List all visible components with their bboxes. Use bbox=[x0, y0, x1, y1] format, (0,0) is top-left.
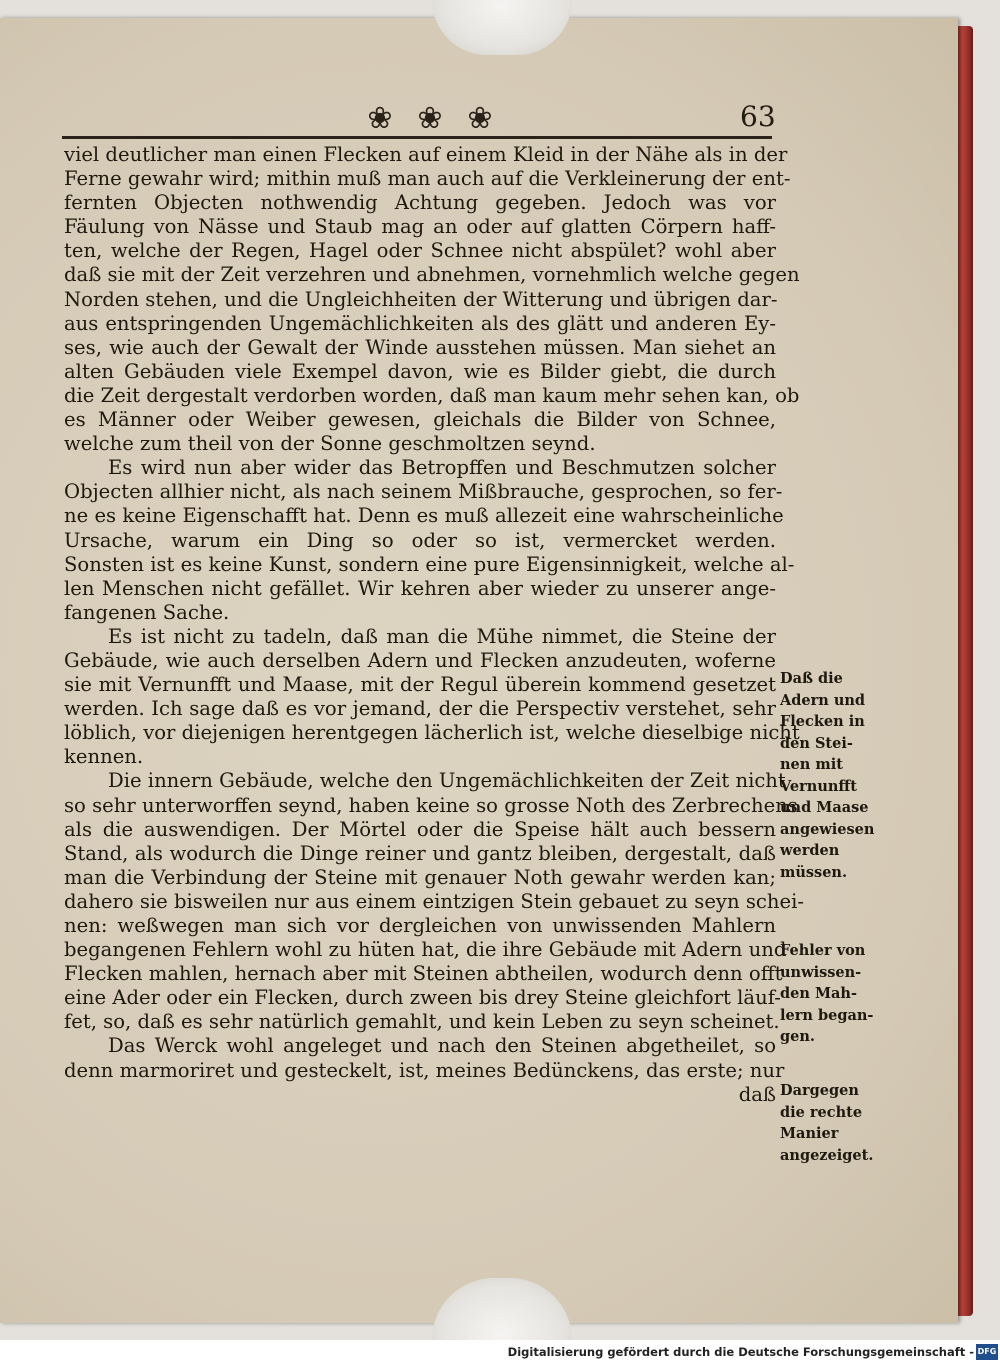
text-line: Die innern Gebäude, welche den Ungemächlichkeiten der Zeit nicht bbox=[108, 769, 786, 793]
margin-note-line: lern began- bbox=[780, 1006, 874, 1024]
margin-note-line: Dargegen bbox=[780, 1082, 859, 1099]
header-ornaments bbox=[360, 102, 500, 136]
margin-note-line: Vernunfft bbox=[780, 777, 858, 795]
text-line: welche zum theil von der Sonne geschmoltzen seynd. bbox=[64, 432, 596, 456]
text-line: werden. Ich sage daß es vor jemand, der die Perspectiv verstehet, sehr bbox=[64, 697, 776, 721]
margin-note-line: und Maase bbox=[780, 799, 869, 816]
margin-note-adern bbox=[780, 668, 880, 883]
text-line: Das Werck wohl angeleget und nach den Steinen abgetheilet, so bbox=[108, 1034, 776, 1058]
text-line: dahero sie bisweilen nur aus einem eintzigen Stein gebauet zu seyn schei- bbox=[64, 889, 804, 913]
text-line: löblich, vor diejenigen herentgegen lächerlich ist, welche dieselbige nicht bbox=[64, 721, 800, 745]
text-line: begangenen Fehlern wohl zu hüten hat, die ihre Gebäude mit Adern und bbox=[64, 938, 787, 962]
text-line: kennen. bbox=[64, 745, 144, 769]
margin-note-line: müssen. bbox=[780, 863, 848, 881]
text-line: fangenen Sache. bbox=[64, 600, 230, 624]
margin-note-fehler bbox=[780, 940, 880, 1048]
dfg-logo-icon: DFG bbox=[976, 1344, 998, 1360]
text-line: Sonsten ist es keine Kunst, sondern eine pure Eigensinnigkeit, welche al- bbox=[64, 552, 795, 576]
text-line: Ferne gewahr wird; mithin muß man auch auf die Verkleinerung der ent- bbox=[64, 167, 791, 191]
text-line: alten Gebäuden viele Exempel davon, wie es Bilder giebt, die durch bbox=[64, 359, 776, 383]
margin-note-line: gen. bbox=[780, 1028, 815, 1045]
text-line: Ursache, warum ein Ding so oder so ist, vermercket werden. bbox=[64, 528, 776, 552]
text-line: Es wird nun aber wider das Betropffen und Beschmutzen solcher bbox=[108, 456, 776, 480]
margin-note-line: Fehler von bbox=[780, 942, 866, 959]
floral-ornament-icon: ❀ bbox=[467, 101, 493, 136]
text-line: fet, so, daß es sehr natürlich gemahlt, und kein Leben zu seyn scheinet. bbox=[64, 1010, 780, 1034]
margin-note-line: Adern und bbox=[780, 691, 866, 709]
text-line: Stand, als wodurch die Dinge reiner und gantz bleiben, dergestalt, daß bbox=[64, 841, 776, 865]
text-line: ses, wie auch der Gewalt der Winde ausstehen müssen. Man siehet an bbox=[64, 335, 776, 359]
text-line: Gebäude, wie auch derselben Adern und Flecken anzudeuten, woferne bbox=[64, 648, 776, 672]
text-line: daß bbox=[738, 1082, 776, 1106]
text-line: Fäulung von Nässe und Staub mag an oder auf glatten Cörpern haff- bbox=[64, 215, 776, 239]
margin-note-line: Manier bbox=[780, 1125, 839, 1142]
margin-note-line: den Stei- bbox=[780, 734, 853, 752]
text-line: es Männer oder Weiber gewesen, gleichals die Bilder von Schnee, bbox=[64, 408, 776, 432]
margin-note-line: angezeiget. bbox=[780, 1146, 874, 1164]
margin-note-line: nen mit bbox=[780, 756, 843, 773]
text-line: man die Verbindung der Steine mit genauer Noth gewahr werden kan; bbox=[64, 865, 776, 889]
text-line: eine Ader oder ein Flecken, durch zween bis drey Steine gleichfort läuf- bbox=[64, 986, 781, 1010]
text-line: Objecten allhier nicht, als nach seinem Mißbrauche, gesprochen, so fer- bbox=[64, 480, 783, 504]
page-number: 63 bbox=[740, 100, 776, 133]
text-line: viel deutlicher man einen Flecken auf einem Kleid in der Nähe als in der bbox=[64, 143, 788, 166]
floral-ornament-icon: ❀ bbox=[367, 101, 393, 136]
margin-note-line: Flecken in bbox=[780, 713, 865, 730]
text-line: daß sie mit der Zeit verzehren und abnehmen, vornehmlich welche gegen bbox=[64, 263, 800, 287]
margin-note-line: die rechte bbox=[780, 1103, 863, 1121]
text-line: nen: weßwegen man sich vor dergleichen von unwissenden Mahlern bbox=[64, 914, 776, 937]
text-line: sie mit Vernunfft und Maase, mit der Regul überein kommend gesetzet bbox=[64, 673, 776, 697]
footer-bar bbox=[0, 1340, 1000, 1365]
text-line: die Zeit dergestalt verdorben worden, daß man kaum mehr sehen kan, ob bbox=[64, 383, 800, 407]
text-line: ne es keine Eigenschafft hat. Denn es muß allezeit eine wahrscheinliche bbox=[64, 504, 784, 528]
text-line: so sehr unterworffen seynd, haben keine so grosse Noth des Zerbrechens bbox=[64, 793, 798, 817]
margin-note-manier bbox=[780, 1080, 880, 1166]
header-rule bbox=[62, 136, 772, 139]
main-text-block bbox=[64, 143, 804, 1107]
text-line: aus entspringenden Ungemächlichkeiten als des glätt und anderen Ey- bbox=[64, 311, 776, 335]
text-line: Norden stehen, und die Ungleichheiten der Witterung und übrigen dar- bbox=[64, 287, 778, 311]
text-line: fernten Objecten nothwendig Achtung gegeben. Jedoch was vor bbox=[64, 191, 776, 215]
text-line: als die auswendigen. Der Mörtel oder die Speise hält auch bessern bbox=[64, 817, 776, 841]
footer-credit: Digitalisierung gefördert durch die Deutsche Forschungsgemeinschaft - bbox=[507, 1345, 974, 1359]
text-line: len Menschen nicht gefället. Wir kehren aber wieder zu unserer ange- bbox=[64, 576, 776, 600]
text-line: Es ist nicht zu tadeln, daß man die Mühe nimmet, die Steine der bbox=[108, 624, 776, 648]
margin-note-line: den Mah- bbox=[780, 985, 857, 1002]
text-line: ten, welche der Regen, Hagel oder Schnee nicht abspület? wohl aber bbox=[64, 239, 776, 263]
margin-note-line: angewiesen bbox=[780, 820, 875, 838]
text-line: denn marmoriret und gesteckelt, ist, meines Bedünckens, das erste; nur bbox=[64, 1058, 785, 1082]
margin-note-line: Daß die bbox=[780, 670, 843, 687]
floral-ornament-icon: ❀ bbox=[417, 101, 443, 136]
margin-note-line: werden bbox=[780, 842, 840, 859]
margin-note-line: unwissen- bbox=[780, 963, 862, 981]
text-line: Flecken mahlen, hernach aber mit Steinen abtheilen, wodurch denn offt bbox=[64, 962, 783, 986]
